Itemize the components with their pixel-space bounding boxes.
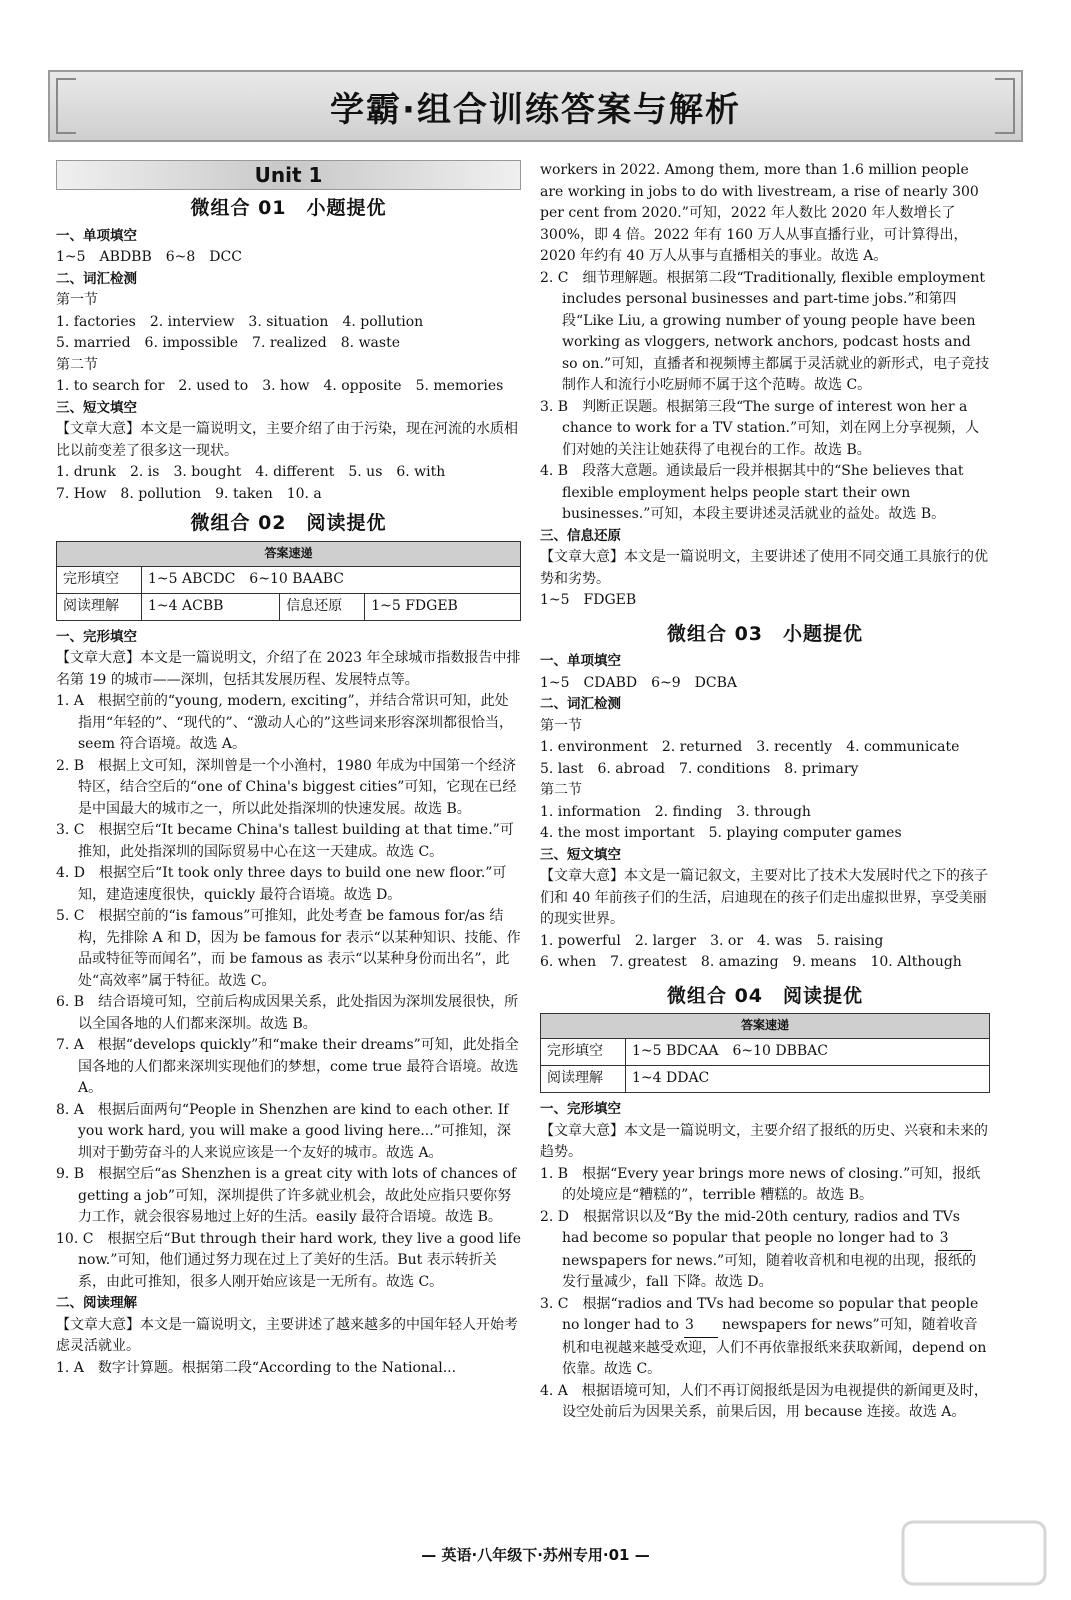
explanation-item: 9. B 根据空后“as Shenzhen is a great city with lots of chances of getting a job”可知，深圳提供了许多就业机会，故此处应指只要你努力工作，就会很容易地过上好的生活。easily 最符合语境。故选 B。	[56, 1166, 517, 1225]
explanation-item: 7. A 根据“develops quickly”和“make their dreams”可知，此处指全国各地的人们都来深圳实现他们的梦想，come true 最符合语境。故选 A。	[56, 1037, 519, 1096]
subsection-heading: 一、单项填空	[540, 653, 621, 669]
explanation-item: 1. A 数字计算题。根据第二段“According to the National...	[56, 1359, 457, 1376]
answer-line: 1. environment 2. returned 3. recently 4. communicate	[540, 739, 960, 755]
answer-line: 1. information 2. finding 3. through	[540, 803, 811, 820]
answer-line: 1~5 ABDBB 6~8 DCC	[56, 249, 242, 265]
explanation-continued: workers in 2022. Among them, more than 1.6 million people are working in jobs to do with livestream, a rise of nearly 300 per cent from 2020.”可知，2022 年人数比 2020 年人数增长了 300%，即 4 倍。2022 年有 160 万人从事直播行业，可计算得出，2020 年约有 40 万人从事与直播相关的事业。故选 A。	[540, 162, 979, 264]
answer-line: 1. drunk 2. is 3. bought 4. different 5. us 6. with	[56, 464, 446, 480]
answer-line: 1~5 CDABD 6~9 DCBA	[540, 674, 737, 691]
left-column	[56, 160, 521, 1379]
explanation-item: 8. A 根据后面两句“People in Shenzhen are kind to each other. If you work hard, you will make a good living here...”可推知，深圳对于勤劳奋斗的人来说应该是一个友好的城市。故选 A。	[56, 1101, 511, 1161]
subsection-heading: 三、信息还原	[540, 527, 621, 544]
explanation-item: 1. A 根据空前的“young, modern, exciting”，并结合常识可知，此处指用“年轻的”、“现代的”、“激动人心的”这些词来形容深圳都很恰当，seem 符合语境。故选 A。	[56, 693, 513, 752]
answer-line: 4. the most important 5. playing computer games	[540, 825, 902, 841]
section-title: 微组合 04 阅读提优	[666, 984, 864, 1007]
article-summary: 【文章大意】本文是一篇记叙文，主要对比了技术大发展时代之下的孩子们和 40 年前孩子们的生活，启迪现在的孩子们走出虚拟世界，享受美丽的现实世界。	[540, 868, 988, 927]
blank-number: 3	[684, 1315, 718, 1338]
answer-line: 1. to search for 2. used to 3. how 4. opposite 5. memories	[56, 378, 504, 394]
table-header: 答案速递	[57, 541, 521, 566]
right-column	[540, 160, 990, 1424]
article-summary: 【文章大意】本文是一篇说明文，主要讲述了使用不同交通工具旅行的优势和劣势。	[540, 549, 988, 587]
part-label: 第一节	[56, 292, 98, 308]
explanation-text: 2. D 根据常识以及“By the mid-20th century, radios and TVs had become so popular that people no longer had to	[540, 1208, 960, 1246]
answer-line: 6. when 7. greatest 8. amazing 9. means 10. Although	[540, 954, 962, 970]
page-title: 学霸·组合训练答案与解析	[330, 89, 741, 130]
table-cell: 1~4 DDAC	[626, 1066, 990, 1093]
subsection-heading: 二、词汇检测	[540, 696, 621, 712]
article-summary: 【文章大意】本文是一篇说明文，主要介绍了报纸的历史、兴衰和未来的趋势。	[540, 1122, 988, 1160]
part-label: 第二节	[56, 356, 98, 373]
table-cell: 1~4 ACBB	[142, 593, 280, 620]
answer-table	[540, 1013, 990, 1093]
answer-line: 1. powerful 2. larger 3. or 4. was 5. raising	[540, 932, 884, 949]
watermark-logo	[899, 1518, 1049, 1588]
answer-line: 5. last 6. abroad 7. conditions 8. primary	[540, 760, 859, 777]
explanation-item	[540, 1294, 990, 1381]
blank-number: 3	[938, 1228, 972, 1251]
subsection-heading: 一、完形填空	[540, 1101, 621, 1117]
section-title: 微组合 03 小题提优	[666, 622, 864, 645]
part-label: 第二节	[540, 782, 582, 798]
subsection-heading: 一、完形填空	[56, 628, 137, 645]
unit-heading: Unit 1	[56, 160, 521, 190]
section-title: 微组合 01 小题提优	[190, 197, 387, 219]
explanation-item: 5. C 根据空前的“is famous”可推知，此处考查 be famous for/as 结构，先排除 A 和 D，因为 be famous for 表示“以某种知识、技能、作品或特征等而闻名”，而 be famous as 表示“以某种身份而出名”，此处“高效率”属于特征。故选 C。	[56, 908, 521, 989]
explanation-item: 1. B 根据“Every year brings more news of closing.”可知，报纸的处境应是“糟糕的”，terrible 糟糕的。故选 B。	[540, 1165, 981, 1203]
table-cell: 1~5 FDGEB	[365, 593, 521, 620]
subsection-heading: 二、词汇检测	[56, 270, 137, 287]
article-summary: 【文章大意】本文是一篇说明文，主要讲述了越来越多的中国年轻人开始考虑灵活就业。	[56, 1316, 518, 1354]
explanation-item: 3. B 判断正误题。根据第三段“The surge of interest won her a chance to work for a TV station.”可知，刘在网上分享视频，人们对她的关注让她获得了电视台的工作。故选 B。	[540, 398, 980, 458]
explanation-item	[540, 1207, 990, 1294]
explanation-text: newspapers for news”可知，随着收音机和电视越来越受欢迎，人们不再依靠报纸来获取新闻，depend on 依靠。故选 C。	[562, 1317, 987, 1377]
explanation-item: 4. A 根据语境可知，人们不再订阅报纸是因为电视提供的新闻更及时，设空处前后为因果关系，前果后因，用 because 连接。故选 A。	[540, 1382, 988, 1420]
table-cell: 完形填空	[57, 566, 142, 593]
section-title: 微组合 02 阅读提优	[190, 512, 387, 534]
article-summary: 【文章大意】本文是一篇说明文，主要介绍了由于污染，现在河流的水质相比以前变差了很多这一现状。	[56, 421, 518, 459]
table-cell: 完形填空	[541, 1039, 626, 1066]
answer-line: 1~5 FDGEB	[540, 592, 637, 608]
article-summary: 【文章大意】本文是一篇说明文，介绍了在 2023 年全球城市指数报告中排名第 19 的城市——深圳，包括其发展历程、发展特点等。	[56, 650, 521, 688]
answer-line: 1. factories 2. interview 3. situation 4. pollution	[56, 313, 424, 330]
table-cell: 1~5 ABCDC 6~10 BAABC	[142, 566, 521, 593]
table-cell: 1~5 BDCAA 6~10 DBBAC	[626, 1039, 990, 1066]
table-cell: 阅读理解	[541, 1066, 626, 1093]
answer-line: 5. married 6. impossible 7. realized 8. waste	[56, 335, 401, 351]
explanation-text: 3. C 根据“radios and TVs had become so popular that people no longer had to	[540, 1295, 979, 1333]
subsection-heading: 三、短文填空	[56, 399, 137, 416]
page-banner	[48, 70, 1023, 142]
explanation-item: 10. C 根据空后“But through their hard work, they live a good life now.”可知，他们通过努力现在过上了美好的生活。But 表示转折关系，由此可推知，很多人刚开始应该是一无所有。故选 C。	[56, 1230, 522, 1290]
page-footer: — 英语·八年级下·苏州专用·01 —	[421, 1546, 650, 1564]
explanation-item: 4. B 段落大意题。通读最后一段并根据其中的“She believes that flexible employment helps people start their own businesses.”可知，本段主要讲述灵活就业的益处。故选 B。	[540, 463, 964, 522]
subsection-heading: 二、阅读理解	[56, 1295, 137, 1311]
subsection-heading: 三、短文填空	[540, 846, 621, 863]
explanation-item: 2. C 细节理解题。根据第二段“Traditionally, flexible employment includes personal businesses and part-time jobs.”和第四段“Like Liu, a growing number of young people have been working as vloggers, network anchors, podcast hosts and so on.”可知，直播者和视频博主都属于灵活就业的新形式，电子竞技制作人和流行小吃厨师不属于这个范畴。故选 C。	[540, 269, 990, 393]
explanation-item: 4. D 根据空后“It took only three days to build one new floor.”可知，建造速度很快，quickly 最符合语境。故选 D。	[56, 865, 507, 903]
explanation-item: 6. B 结合语境可知，空前后构成因果关系，此处指因为深圳发展很快，所以全国各地的人们都来深圳。故选 B。	[56, 994, 519, 1032]
table-cell: 信息还原	[280, 593, 365, 620]
answer-table	[56, 541, 521, 621]
answer-line: 7. How 8. pollution 9. taken 10. a	[56, 485, 322, 502]
explanation-item: 3. C 根据空后“It became China's tallest building at that time.”可推知，此处指深圳的国际贸易中心在这一天建成。故选 C。	[56, 822, 514, 860]
subsection-heading: 一、单项填空	[56, 227, 137, 244]
explanation-text: newspapers for news.”可知，随着收音机和电视的出现，报纸的发行量减少，fall 下降。故选 D。	[562, 1252, 977, 1290]
table-cell: 阅读理解	[57, 593, 142, 620]
explanation-item: 2. B 根据上文可知，深圳曾是一个小渔村，1980 年成为中国第一个经济特区，结合空后的“one of China's biggest cities”可知，它现在已经是中国最大的城市之一，所以此处指深圳的快速发展。故选 B。	[56, 757, 517, 817]
part-label: 第一节	[540, 717, 582, 734]
table-header: 答案速递	[541, 1014, 990, 1039]
